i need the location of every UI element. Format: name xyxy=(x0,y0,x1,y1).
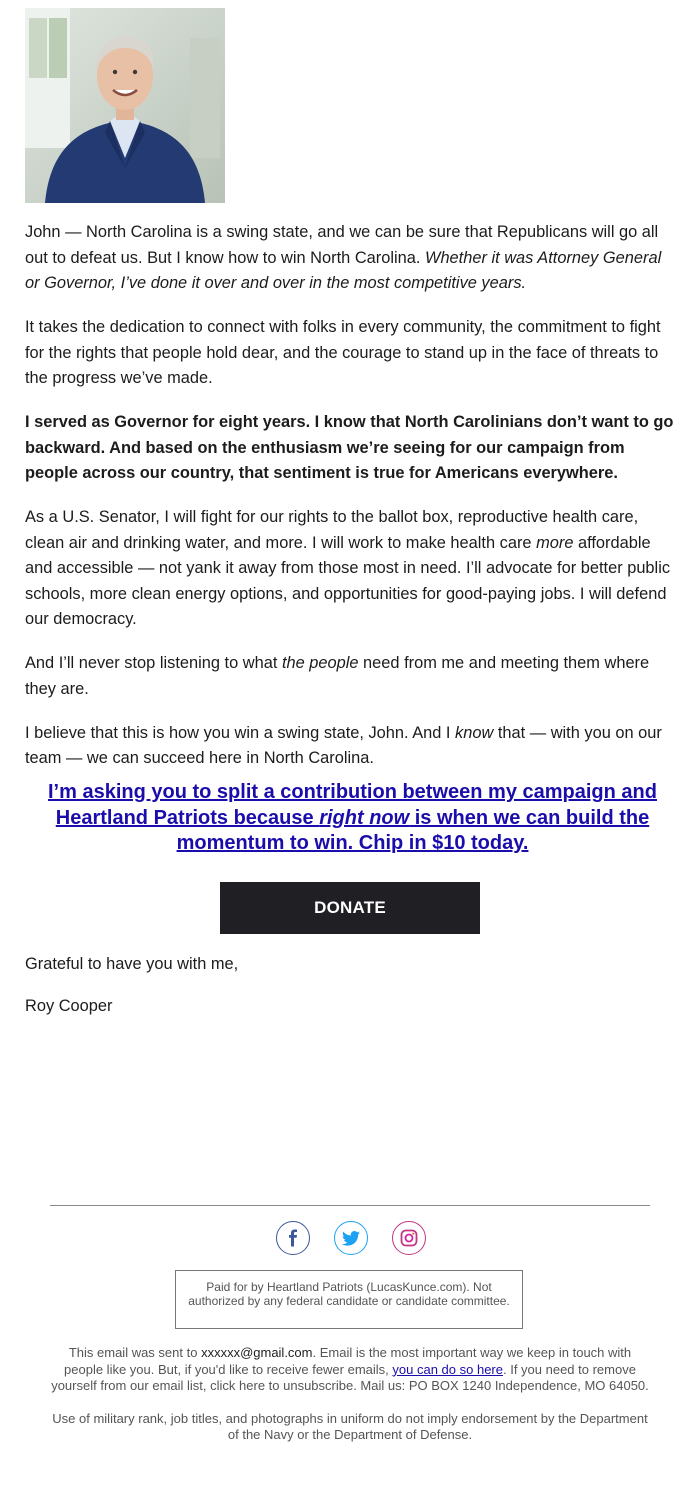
paragraph-listening: And I’ll never stop listening to what the people need from me and meeting them where they are. xyxy=(25,654,650,698)
paragraph-dedication: It takes the dedication to connect with folks in every community, the commitment to fight for the rights that people hold dear, and the courage to stand up in the face of threats to the progress we’ve made. xyxy=(25,318,661,387)
instagram-icon[interactable] xyxy=(392,1221,426,1255)
paid-for-disclaimer: Paid for by Heartland Patriots (LucasKunce.com). Not authorized by any federal candidate or candidate committee. xyxy=(175,1270,523,1329)
facebook-icon[interactable] xyxy=(276,1221,310,1255)
social-links xyxy=(276,1221,426,1257)
signoff-line: Grateful to have you with me, xyxy=(25,955,239,973)
paragraph-governor: I served as Governor for eight years. I know that North Carolinians don’t want to go backward. And based on the enthusiasm we’re seeing for our campaign from people across our country, that sentiment is true for Americans everywhere. xyxy=(25,413,674,482)
paragraph-intro: John — North Carolina is a swing state, and we can be sure that Republicans will go all out to defeat us. But I know how to win North Carolina. Whether it was Attorney General or Governor, I’ve done it over and over in the most competitive years. xyxy=(25,223,662,292)
cta-link[interactable]: I’m asking you to split a contribution between my campaign and Heartland Patriots because right now is when we can build the momentum to win. Chip in $10 today. xyxy=(48,781,657,854)
candidate-photo xyxy=(25,8,225,203)
signoff-name: Roy Cooper xyxy=(25,997,113,1015)
footer xyxy=(50,1345,650,1460)
donate-button[interactable]: DONATE xyxy=(220,882,480,934)
twitter-icon[interactable] xyxy=(334,1221,368,1255)
paragraph-senator: As a U.S. Senator, I will fight for our rights to the ballot box, reproductive health care, clean air and drinking water, and more. I will work to make health care more affordable and accessible — not yank it away from those most in need. I’ll advocate for better public schools, more clean energy options, and opportunities for good-paying jobs. I will defend our democracy. xyxy=(25,508,671,628)
footer-subscription-text: This email was sent to xxxxxx@gmail.com. Email is the most important way we keep in touch with people like you. But, if you'd like to receive fewer emails, you can do so here. If you need to remove yourself from our email list, click here to unsubscribe. Mail us: PO BOX 1240 Independence, MO 64050. xyxy=(51,1345,649,1394)
fewer-emails-link[interactable]: you can do so here xyxy=(392,1361,503,1377)
cta-block xyxy=(25,780,680,857)
email-body xyxy=(25,220,680,790)
recipient-email: xxxxxx@gmail.com xyxy=(201,1345,313,1360)
paragraph-swing-state: I believe that this is how you win a swing state, John. And I know that — with you on our team — we can succeed here in North Carolina. xyxy=(25,723,662,767)
footer-military-disclaimer: Use of military rank, job titles, and photographs in uniform do not imply endorsement by the Department of the Navy or the Department of Defense. xyxy=(52,1410,648,1443)
footer-divider xyxy=(50,1205,650,1206)
signoff xyxy=(25,954,238,1038)
